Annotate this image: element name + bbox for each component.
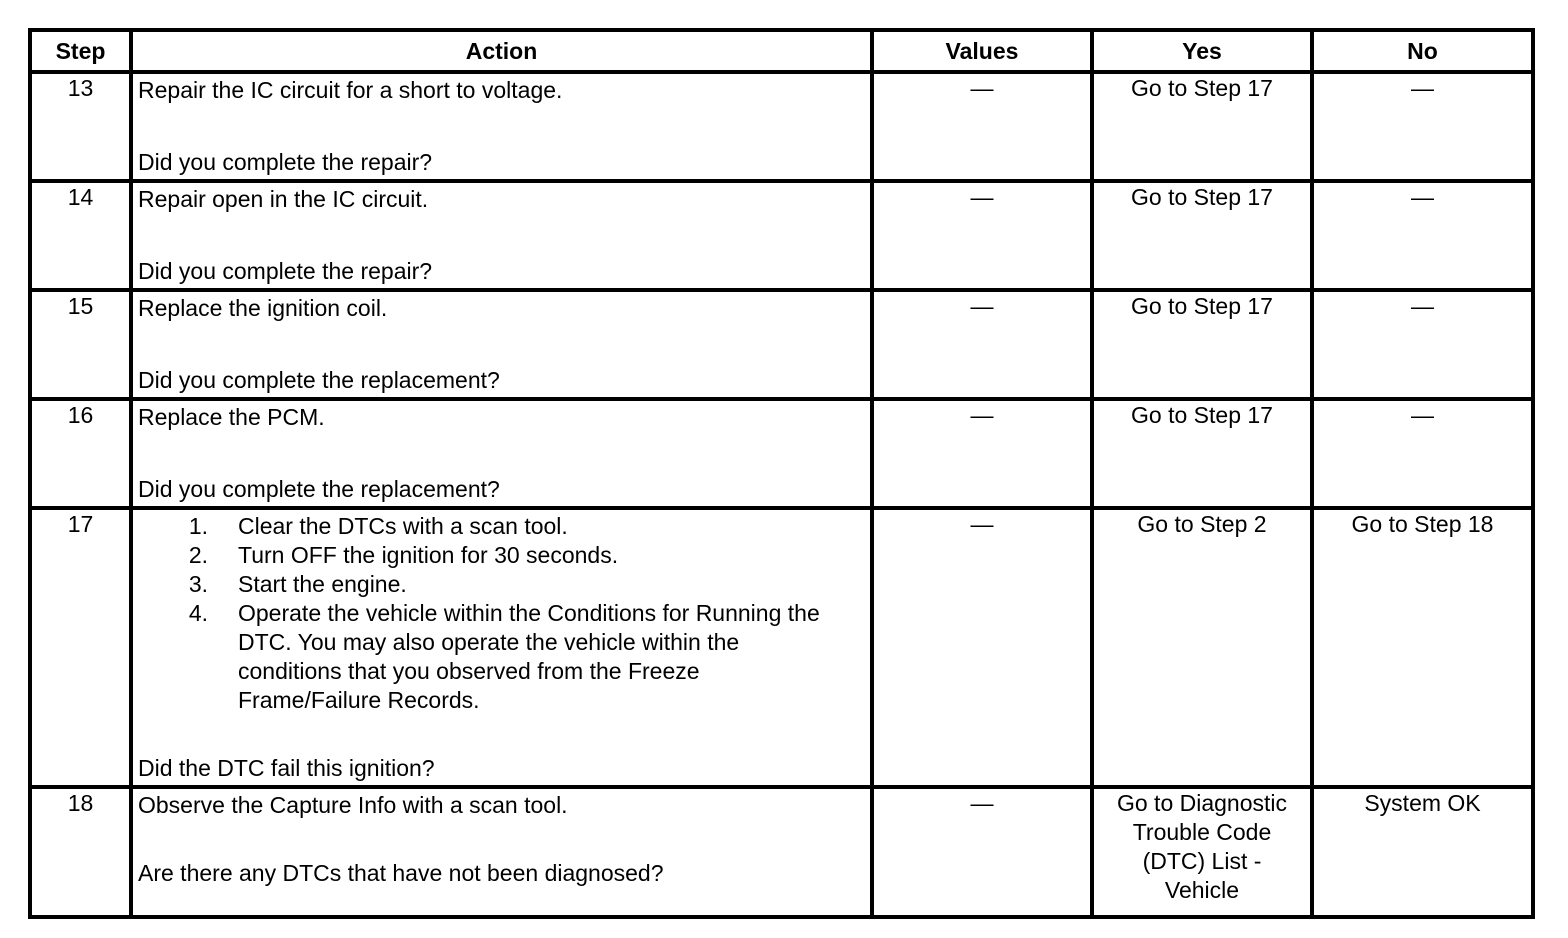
no-cell: System OK <box>1312 787 1533 917</box>
table-row <box>30 399 1533 508</box>
list-item-text: Operate the vehicle within the Conditions for Running the DTC. You may also operate the vehicle within the conditions that you observed from the Freeze Frame/Failure Records. <box>238 600 820 713</box>
yes-line: (DTC) List - <box>1142 848 1262 874</box>
values-cell: — <box>872 72 1092 181</box>
yes-cell: Go to Step 17 <box>1092 72 1312 181</box>
step-number: 13 <box>30 72 131 181</box>
action-cell <box>131 508 872 787</box>
list-item-text: Clear the DTCs with a scan tool. <box>238 513 568 539</box>
list-item-text: Turn OFF the ignition for 30 seconds. <box>238 542 619 568</box>
yes-cell: Go to Step 17 <box>1092 399 1312 508</box>
action-instruction: Repair the IC circuit for a short to voltage. <box>138 77 563 103</box>
action-cell <box>131 399 872 508</box>
diagnostic-table <box>28 28 1535 919</box>
header-yes: Yes <box>1092 30 1312 72</box>
header-row <box>30 30 1533 72</box>
procedure-list <box>138 512 866 715</box>
table-row <box>30 181 1533 290</box>
header-action: Action <box>131 30 872 72</box>
list-item-number: 4. <box>188 600 208 626</box>
no-cell: — <box>1312 72 1533 181</box>
values-cell: — <box>872 181 1092 290</box>
yes-link-text <box>1117 789 1287 905</box>
no-cell: — <box>1312 399 1533 508</box>
header-values: Values <box>872 30 1092 72</box>
list-item-text: Start the engine. <box>238 571 407 597</box>
table-row <box>30 72 1533 181</box>
action-instruction: Observe the Capture Info with a scan tool. <box>138 792 568 818</box>
list-item <box>138 599 866 715</box>
table-row <box>30 508 1533 787</box>
list-item-number: 1. <box>188 513 208 539</box>
step-number: 16 <box>30 399 131 508</box>
list-item <box>138 570 866 599</box>
step-number: 15 <box>30 290 131 399</box>
yes-line: Go to Diagnostic <box>1116 790 1288 816</box>
list-item-number: 3. <box>188 571 208 597</box>
action-instruction: Replace the PCM. <box>138 404 325 430</box>
yes-cell <box>1092 787 1312 917</box>
action-cell <box>131 72 872 181</box>
action-instruction: Repair open in the IC circuit. <box>138 186 429 212</box>
yes-cell: Go to Step 2 <box>1092 508 1312 787</box>
action-question: Are there any DTCs that have not been diagnosed? <box>138 860 664 886</box>
action-question: Did you complete the repair? <box>138 258 433 284</box>
action-cell <box>131 290 872 399</box>
action-question: Did the DTC fail this ignition? <box>138 755 435 781</box>
yes-line: Trouble Code <box>1132 819 1272 845</box>
no-cell: — <box>1312 181 1533 290</box>
step-number: 14 <box>30 181 131 290</box>
step-number: 18 <box>30 787 131 917</box>
values-cell: — <box>872 290 1092 399</box>
table-row <box>30 290 1533 399</box>
step-number: 17 <box>30 508 131 787</box>
yes-line: Vehicle <box>1164 877 1240 903</box>
header-no: No <box>1312 30 1533 72</box>
header-step: Step <box>30 30 131 72</box>
action-question: Did you complete the repair? <box>138 149 433 175</box>
values-cell: — <box>872 787 1092 917</box>
action-question: Did you complete the replacement? <box>138 367 500 393</box>
list-item <box>138 541 866 570</box>
action-instruction: Replace the ignition coil. <box>138 295 388 321</box>
no-cell: — <box>1312 290 1533 399</box>
list-item-number: 2. <box>188 542 208 568</box>
action-question: Did you complete the replacement? <box>138 476 500 502</box>
yes-cell: Go to Step 17 <box>1092 181 1312 290</box>
table-row <box>30 787 1533 917</box>
list-item <box>138 512 866 541</box>
no-cell: Go to Step 18 <box>1312 508 1533 787</box>
values-cell: — <box>872 399 1092 508</box>
values-cell: — <box>872 508 1092 787</box>
yes-cell: Go to Step 17 <box>1092 290 1312 399</box>
action-cell <box>131 181 872 290</box>
action-cell <box>131 787 872 917</box>
